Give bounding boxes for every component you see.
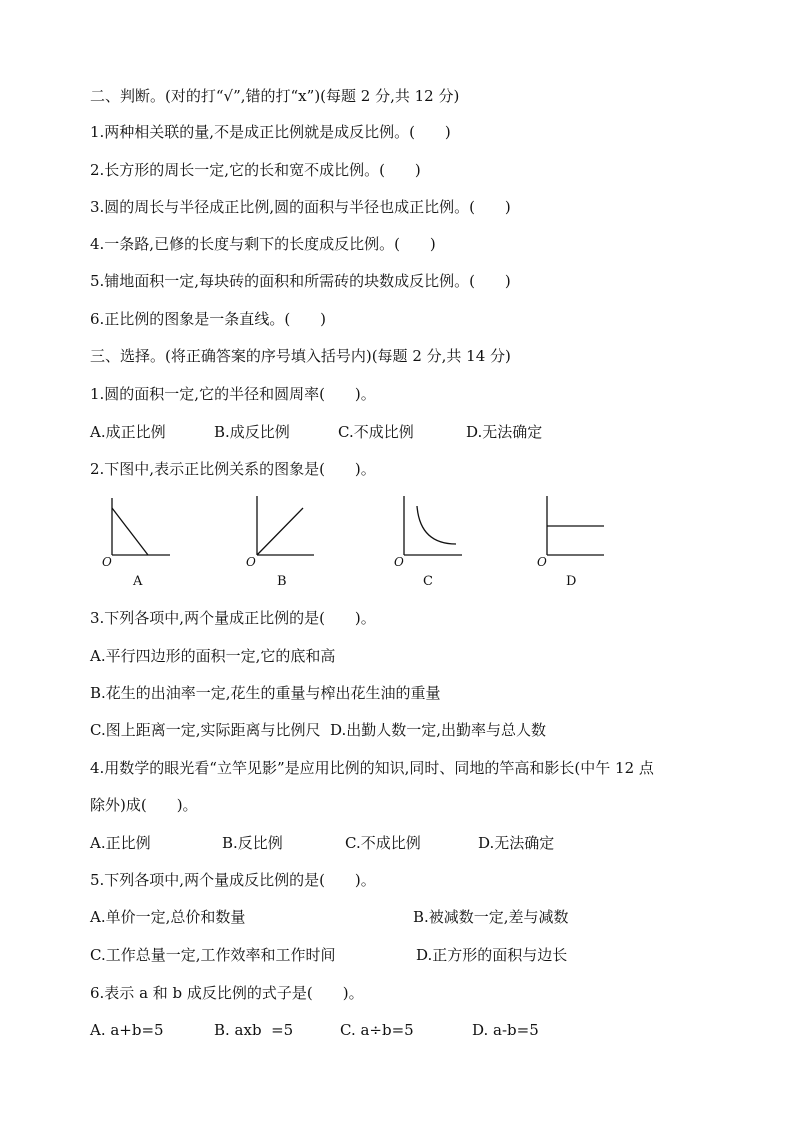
q1-option-a: A.成正比例: [90, 423, 166, 441]
q4-stem-line1: 4.用数学的眼光看“立竿见影”是应用比例的知识,同时、同地的竿高和影长(中午 12 点: [90, 759, 654, 777]
graph-b-origin: O: [246, 555, 256, 569]
q4-stem-line2: 除外)成( )。: [90, 796, 198, 814]
graph-c-origin: O: [394, 555, 404, 569]
q5-option-a: A.单价一定,总价和数量: [90, 908, 246, 926]
graph-a-label: A: [133, 574, 143, 589]
section2-item-4: 4.一条路,已修的长度与剩下的长度成反比例。( ): [90, 235, 436, 253]
q3-option-b: B.花生的出油率一定,花生的重量与榨出花生油的重量: [90, 684, 441, 702]
q5-option-b: B.被减数一定,差与减数: [413, 908, 569, 926]
section2-item-2: 2.长方形的周长一定,它的长和宽不成比例。( ): [90, 161, 421, 179]
section2-item-6: 6.正比例的图象是一条直线。( ): [90, 310, 327, 328]
graph-b-curve: [257, 508, 303, 555]
q1-option-b: B.成反比例: [214, 423, 290, 441]
graph-c-label: C: [423, 574, 433, 589]
section3-title: 三、选择。(将正确答案的序号填入括号内)(每题 2 分,共 14 分): [90, 347, 511, 365]
q6-option-b: B. axb =5: [214, 1021, 294, 1039]
section2-title: 二、判断。(对的打“√”,错的打“x”)(每题 2 分,共 12 分): [90, 87, 460, 105]
q6-option-d: D. a-b=5: [472, 1021, 539, 1039]
q5-option-d: D.正方形的面积与边长: [416, 946, 568, 964]
graph-b: [257, 496, 314, 555]
q2-stem: 2.下图中,表示正比例关系的图象是( )。: [90, 460, 376, 478]
q3-stem: 3.下列各项中,两个量成正比例的是( )。: [90, 609, 376, 627]
q1-stem: 1.圆的面积一定,它的半径和圆周率( )。: [90, 385, 376, 403]
section2-item-1: 1.两种相关联的量,不是成正比例就是成反比例。( ): [90, 123, 451, 141]
q4-option-d: D.无法确定: [478, 834, 555, 852]
q1-option-c: C.不成比例: [338, 423, 414, 441]
q6-stem: 6.表示 a 和 b 成反比例的式子是( )。: [90, 984, 364, 1002]
q3-option-cd: C.图上距离一定,实际距离与比例尺 D.出勤人数一定,出勤率与总人数: [90, 721, 547, 739]
graph-d: [547, 496, 604, 555]
section2-item-3: 3.圆的周长与半径成正比例,圆的面积与半径也成正比例。( ): [90, 198, 511, 216]
graph-a: [112, 498, 170, 555]
q6-option-a: A. a+b=5: [90, 1021, 164, 1039]
q1-option-d: D.无法确定: [466, 423, 543, 441]
graph-c-curve: [417, 506, 456, 544]
q6-option-c: C. a÷b=5: [340, 1021, 414, 1039]
graph-b-label: B: [277, 574, 287, 589]
graph-a-curve: [112, 508, 148, 555]
q4-option-c: C.不成比例: [345, 834, 421, 852]
graph-d-label: D: [566, 574, 577, 589]
graph-a-origin: O: [102, 555, 112, 569]
q5-option-c: C.工作总量一定,工作效率和工作时间: [90, 946, 336, 964]
q4-option-b: B.反比例: [222, 834, 283, 852]
section2-item-5: 5.铺地面积一定,每块砖的面积和所需砖的块数成反比例。( ): [90, 272, 511, 290]
q4-option-a: A.正比例: [90, 834, 151, 852]
graph-c: [404, 496, 462, 555]
graph-d-origin: O: [537, 555, 547, 569]
q3-option-a: A.平行四边形的面积一定,它的底和高: [90, 647, 336, 665]
q5-stem: 5.下列各项中,两个量成反比例的是( )。: [90, 871, 376, 889]
q2-graphs: [90, 488, 630, 592]
